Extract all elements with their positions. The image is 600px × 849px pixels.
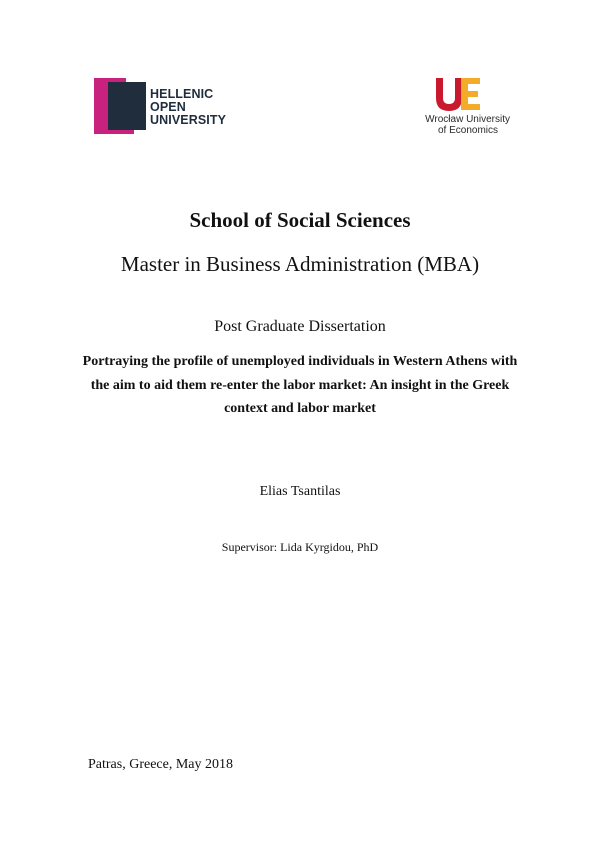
wroclaw-university-logo xyxy=(410,76,510,138)
thesis-title-line-1: Portraying the profile of unemployed individuals in Western Athens with xyxy=(82,354,518,369)
hou-line-2: OPEN xyxy=(150,100,186,114)
thesis-title-line-2: the aim to aid them re-enter the labor market: An insight in the Greek xyxy=(90,377,510,393)
document-type: Post Graduate Dissertation xyxy=(214,318,386,335)
thesis-title xyxy=(70,350,530,421)
hellenic-open-university-logo xyxy=(94,78,234,134)
hou-line-3: UNIVERSITY xyxy=(150,113,227,127)
ue-line-2: of Economics xyxy=(437,125,498,136)
hou-wordmark xyxy=(150,88,226,127)
supervisor-line: Supervisor: Lida Kyrgidou, PhD xyxy=(221,540,379,554)
hou-line-1: HELLENIC xyxy=(150,87,214,101)
author-name: Elias Tsantilas xyxy=(259,484,341,499)
school-name: School of Social Sciences xyxy=(189,208,411,232)
ue-mark-icon xyxy=(434,76,484,112)
ue-line-1: Wrocław University xyxy=(425,114,510,125)
place-date: Patras, Greece, May 2018 xyxy=(88,757,234,772)
hou-emblem-icon xyxy=(94,78,146,134)
thesis-title-line-3: context and labor market xyxy=(224,401,376,416)
program-name: Master in Business Administration (MBA) xyxy=(120,252,480,276)
ue-wordmark xyxy=(410,114,510,136)
